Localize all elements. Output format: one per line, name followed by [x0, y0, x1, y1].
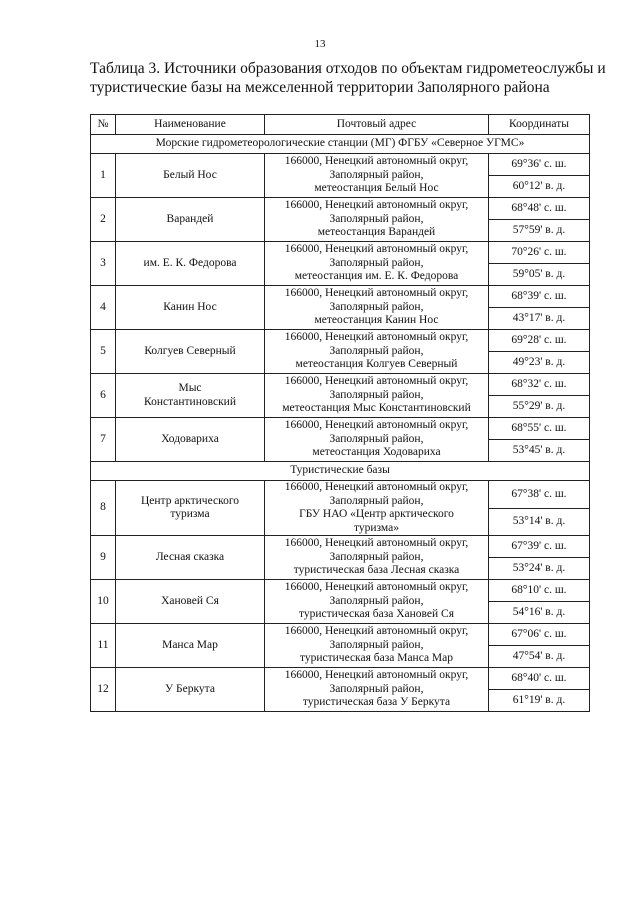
longitude: 60°12' в. д.	[489, 176, 590, 198]
postal-address	[265, 154, 489, 198]
station-name	[116, 624, 265, 668]
address-line: метеостанция Ходовариха	[312, 446, 441, 459]
postal-address	[265, 536, 489, 580]
station-name-line: туризма	[170, 508, 210, 520]
station-name-line: им. Е. К. Федорова	[143, 256, 237, 269]
table-row	[91, 668, 590, 690]
longitude: 53°24' в. д.	[489, 558, 590, 580]
row-number: 4	[91, 286, 116, 330]
table-row	[91, 624, 590, 646]
latitude: 67°06' с. ш.	[489, 624, 590, 646]
address-line: Заполярный район,	[329, 256, 424, 269]
latitude: 67°38' с. ш.	[489, 481, 590, 509]
latitude: 69°36' с. ш.	[489, 154, 590, 176]
sources-table	[90, 114, 590, 712]
station-name	[116, 198, 265, 242]
header-name: Наименование	[116, 115, 265, 135]
longitude: 53°14' в. д.	[489, 508, 590, 536]
station-name	[116, 330, 265, 374]
station-name	[116, 154, 265, 198]
latitude: 70°26' с. ш.	[489, 242, 590, 264]
header-address: Почтовый адрес	[265, 115, 489, 135]
postal-address	[265, 374, 489, 418]
longitude: 55°29' в. д.	[489, 396, 590, 418]
row-number: 9	[91, 536, 116, 580]
table-row	[91, 481, 590, 509]
address-line: Заполярный район,	[329, 594, 424, 607]
table-row	[91, 536, 590, 558]
row-number: 3	[91, 242, 116, 286]
address-line: метеостанция Колгуев Северный	[295, 358, 458, 371]
address-line: 166000, Ненецкий автономный округ,	[284, 669, 469, 682]
postal-address	[265, 198, 489, 242]
longitude: 53°45' в. д.	[489, 440, 590, 462]
latitude: 68°10' с. ш.	[489, 580, 590, 602]
station-name	[116, 668, 265, 712]
address-line: Заполярный район,	[329, 432, 424, 445]
address-line: Заполярный район,	[329, 168, 424, 181]
station-name	[116, 374, 265, 418]
station-name-line: Варандей	[166, 212, 214, 225]
row-number: 6	[91, 374, 116, 418]
station-name-line: Хановей Ся	[161, 594, 219, 607]
postal-address	[265, 242, 489, 286]
latitude: 68°32' с. ш.	[489, 374, 590, 396]
table-row	[91, 580, 590, 602]
table-row	[91, 242, 590, 264]
longitude: 54°16' в. д.	[489, 602, 590, 624]
header-coordinates: Координаты	[489, 115, 590, 135]
latitude: 69°28' с. ш.	[489, 330, 590, 352]
longitude: 43°17' в. д.	[489, 308, 590, 330]
station-name	[116, 242, 265, 286]
address-line: Заполярный район,	[329, 300, 424, 313]
section-row	[91, 462, 590, 481]
station-name-line: Центр арктического	[140, 494, 240, 507]
address-line: Заполярный район,	[329, 550, 424, 563]
address-line: Заполярный район,	[329, 494, 424, 507]
station-name-line: Колгуев Северный	[144, 344, 236, 357]
address-line: Заполярный район,	[329, 344, 424, 357]
longitude: 61°19' в. д.	[489, 690, 590, 712]
address-line: 166000, Ненецкий автономный округ,	[284, 625, 469, 638]
latitude: 68°48' с. ш.	[489, 198, 590, 220]
table-row	[91, 418, 590, 440]
station-name	[116, 580, 265, 624]
latitude: 68°55' с. ш.	[489, 418, 590, 440]
postal-address	[265, 481, 489, 536]
address-line: 166000, Ненецкий автономный округ,	[284, 481, 469, 493]
address-line: метеостанция Мыс Константиновский	[282, 402, 471, 415]
header-number: №	[91, 115, 116, 135]
address-line: 166000, Ненецкий автономный округ,	[284, 155, 469, 168]
station-name	[116, 536, 265, 580]
address-line: туристическая база Манса Мар	[299, 652, 454, 665]
address-line: 166000, Ненецкий автономный округ,	[284, 243, 469, 256]
address-line: 166000, Ненецкий автономный округ,	[284, 375, 469, 388]
row-number: 10	[91, 580, 116, 624]
section-title: Морские гидрометеорологические станции (МГ) ФГБУ «Северное УГМС»	[91, 135, 590, 154]
section-title: Туристические базы	[91, 462, 590, 481]
postal-address	[265, 418, 489, 462]
longitude: 57°59' в. д.	[489, 220, 590, 242]
latitude: 68°39' с. ш.	[489, 286, 590, 308]
postal-address	[265, 580, 489, 624]
longitude: 59°05' в. д.	[489, 264, 590, 286]
table-caption: Таблица 3. Источники образования отходов по объектам гидрометеослужбы и туристические базы на межселенной территории Заполярного района	[90, 60, 606, 96]
page-number: 13	[314, 38, 326, 50]
row-number: 7	[91, 418, 116, 462]
postal-address	[265, 286, 489, 330]
address-line: туризма»	[354, 521, 399, 534]
table-row	[91, 374, 590, 396]
address-line: метеостанция Белый Нос	[314, 182, 439, 195]
table-body	[91, 135, 590, 712]
row-number: 5	[91, 330, 116, 374]
address-line: туристическая база Лесная сказка	[293, 564, 460, 577]
longitude: 49°23' в. д.	[489, 352, 590, 374]
address-line: Заполярный район,	[329, 638, 424, 651]
station-name	[116, 286, 265, 330]
table-row	[91, 154, 590, 176]
address-line: ГБУ НАО «Центр арктического	[299, 508, 454, 520]
table-header-row	[91, 115, 590, 135]
address-line: Заполярный район,	[329, 682, 424, 695]
address-line: туристическая база Хановей Ся	[298, 608, 455, 621]
latitude: 68°40' с. ш.	[489, 668, 590, 690]
address-line: 166000, Ненецкий автономный округ,	[284, 331, 469, 344]
row-number: 11	[91, 624, 116, 668]
address-line: метеостанция Варандей	[317, 226, 436, 239]
row-number: 2	[91, 198, 116, 242]
table-row	[91, 286, 590, 308]
section-row	[91, 135, 590, 154]
table-row	[91, 330, 590, 352]
station-name-line: Константиновский	[144, 395, 236, 408]
address-line: 166000, Ненецкий автономный округ,	[284, 537, 469, 550]
row-number: 12	[91, 668, 116, 712]
table-row	[91, 198, 590, 220]
address-line: Заполярный район,	[329, 388, 424, 401]
address-line: метеостанция Канин Нос	[314, 314, 439, 327]
address-line: 166000, Ненецкий автономный округ,	[284, 287, 469, 300]
row-number: 1	[91, 154, 116, 198]
station-name-line: Белый Нос	[163, 168, 217, 181]
postal-address	[265, 330, 489, 374]
station-name-line: Ходовариха	[161, 432, 219, 445]
postal-address	[265, 624, 489, 668]
address-line: туристическая база У Беркута	[302, 696, 451, 709]
latitude: 67°39' с. ш.	[489, 536, 590, 558]
row-number: 8	[91, 481, 116, 536]
station-name-line: У Беркута	[165, 682, 215, 695]
postal-address	[265, 668, 489, 712]
station-name	[116, 418, 265, 462]
station-name-line: Манса Мар	[162, 638, 218, 651]
station-name-line: Лесная сказка	[155, 550, 225, 563]
address-line: 166000, Ненецкий автономный округ,	[284, 199, 469, 212]
address-line: Заполярный район,	[329, 212, 424, 225]
address-line: 166000, Ненецкий автономный округ,	[284, 419, 469, 432]
station-name	[116, 481, 265, 536]
address-line: метеостанция им. Е. К. Федорова	[294, 270, 459, 283]
station-name-line: Канин Нос	[163, 300, 217, 313]
station-name-line: Мыс	[178, 382, 202, 394]
longitude: 47°54' в. д.	[489, 646, 590, 668]
address-line: 166000, Ненецкий автономный округ,	[284, 581, 469, 594]
